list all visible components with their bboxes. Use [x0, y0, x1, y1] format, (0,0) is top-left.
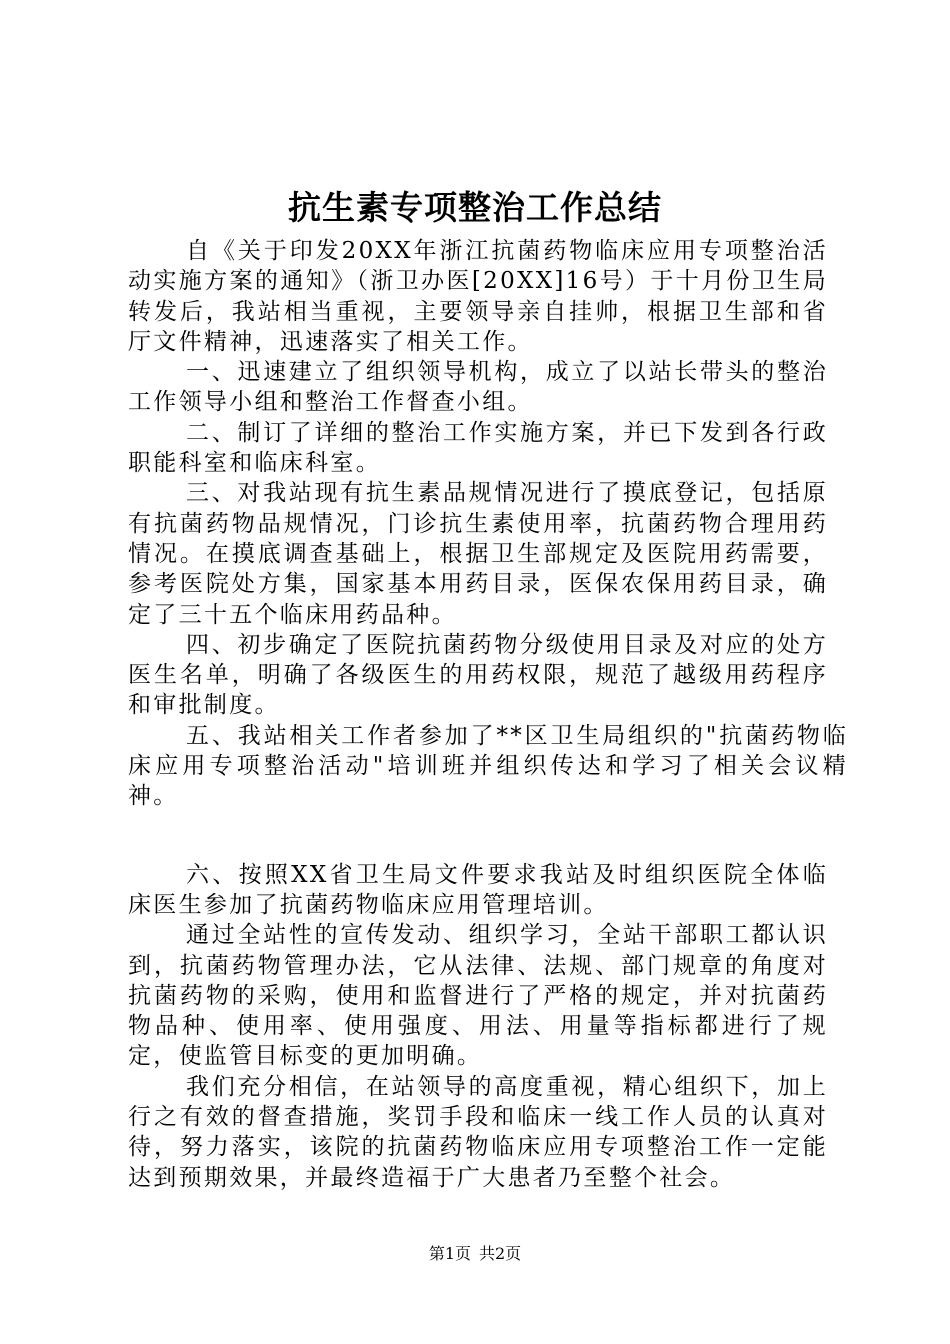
- paragraph-conclusion-2: 我们充分相信，在站领导的高度重视，精心组织下，加上行之有效的督查措施，奖罚手段和临床一线工作人员的认真对待，努力落实，该院的抗菌药物临床应用专项整治工作一定能达到预期效果，并最终造福于广大患者乃至整个社会。: [128, 1073, 828, 1191]
- document-body: [128, 236, 848, 1193]
- page-number: 第1页: [428, 1244, 471, 1263]
- paragraph-conclusion-1: 通过全站性的宣传发动、组织学习，全站干部职工都认识到，抗菌药物管理办法，它从法律、法规、部门规章的角度对抗菌药物的采购，使用和监督进行了严格的规定，并对抗菌药物品种、使用率、使用强度、用法、用量等指标都进行了规定，使监管目标变的更加明确。: [128, 922, 828, 1070]
- paragraph-item-4: 四、初步确定了医院抗菌药物分级使用目录及对应的处方医生名单，明确了各级医生的用药权限，规范了越级用药程序和审批制度。: [128, 631, 828, 719]
- paragraph-item-1: 一、迅速建立了组织领导机构，成立了以站长带头的整治工作领导小组和整治工作督查小组。: [128, 359, 828, 416]
- paragraph-intro: 自《关于印发20XX年浙江抗菌药物临床应用专项整治活动实施方案的通知》（浙卫办医[20XX]16号）于十月份卫生局转发后，我站相当重视，主要领导亲自挂帅，根据卫生部和省厅文件精神，迅速落实了相关工作。: [128, 238, 828, 355]
- paragraph-item-6: 六、按照XX省卫生局文件要求我站及时组织医院全体临床医生参加了抗菌药物临床应用管理培训。: [128, 861, 828, 918]
- paragraph-item-5: 五、我站相关工作者参加了**区卫生局组织的"抗菌药物临床应用专项整治活动"培训班并组织传达和学习了相关会议精神。: [128, 722, 848, 810]
- page-total: 共2页: [479, 1244, 522, 1263]
- page-footer: [0, 1244, 950, 1264]
- paragraph-item-3: 三、对我站现有抗生素品规情况进行了摸底登记，包括原有抗菌药物品规情况，门诊抗生素使用率，抗菌药物合理用药情况。在摸底调查基础上，根据卫生部规定及医院用药需要，参考医院处方集，国家基本用药目录，医保农保用药目录，确定了三十五个临床用药品种。: [128, 480, 828, 628]
- page-title: 抗生素专项整治工作总结: [288, 188, 662, 227]
- paragraph-item-2: 二、制订了详细的整治工作实施方案，并已下发到各行政职能科室和临床科室。: [128, 419, 828, 477]
